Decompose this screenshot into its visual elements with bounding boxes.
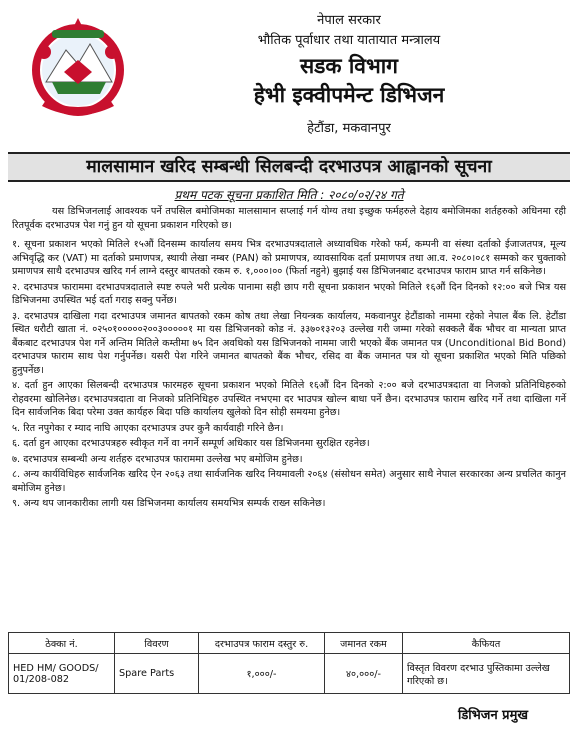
letterhead [8, 0, 570, 152]
publish-date-line [8, 186, 570, 203]
notice-title: मालसामान खरिद सम्बन्धी सिलबन्दी दरभाउपत्र आह्वानको सूचना [8, 152, 570, 182]
publish-date: प्रथम पटक सूचना प्रकाशित मिति : २०८०/०२/२४ गते [174, 188, 404, 202]
division-name: हेभी इक्वीपमेन्ट डिभिजन [253, 83, 445, 107]
nepal-government-emblem-icon [22, 12, 134, 124]
emblem-hills [52, 82, 106, 94]
clause-4: ४. दर्ता हुन आएका सिलबन्दी दरभाउपत्र फारमहरु सूचना प्रकाशन भएको मितिले १६औं दिन दिनको २:०० बजे दरभाउपत्रदाता वा निजको प्रतिनिधिहरुको रोहवरमा खोलिनेछ। दरभाउपत्रदाता वा निजको प्रतिनिधिहरु उपस्थित नभएमा दर भाउपत्र खोल्न बाधा पर्ने छैन। दरभाउपत्र फाराम खरिद गर्ने तथा दाखिला गर्ने दिन सार्वजनिक बिदा परेमा उक्त कार्यहरु बिदा पछि कार्यालय खुलेको दिन सोही समयमा हुनेछ। [12, 380, 566, 418]
clause-5: ५. रित नपुगेका र म्याद नाघि आएका दरभाउपत्र उपर कुनै कार्यवाही गरिने छैन। [12, 422, 284, 434]
header-bid-security: जमानत रकम [325, 633, 403, 654]
table-header-row [9, 633, 570, 654]
emblem-flower-right [105, 45, 119, 59]
intro-paragraph: यस डिभिजनलाई आवश्यक पर्ने तपसिल बमोजिमका मालसामान सप्लाई गर्न योग्य तथा इच्छुक फर्महरुले देहाय बमोजिमका शर्तहरुको अधिनमा रही रितपूर्वक दरभाउपत्र पेश गनुं हुन यो सूचना प्रकाशन गरिएको छ। [12, 206, 566, 231]
office-address: हेटौंडा, मकवानपुर [307, 121, 391, 136]
cell-bid-security: ४०,०००/- [325, 654, 403, 694]
notice-body [12, 205, 566, 513]
department-name: सडक विभाग [299, 54, 398, 78]
clause-6: ६. दर्ता हुन आएका दरभाउपत्रहरु स्वीकृत गर्ने वा नगर्ने सम्पूर्ण अधिकार यस डिभिजनमा सुरक्षित रहनेछ। [12, 438, 370, 449]
emblem-leaves [52, 30, 104, 38]
clause-8: ८. अन्य कार्यविधिहरु सार्वजनिक खरिद ऐन २०६३ तथा सार्वजनिक खरिद नियमावली २०६४ (संसोधन समेत) अनुसार साथै नेपाल सरकारका अन्य प्रचलित कानुन बमोजिम हुनेछ। [12, 469, 566, 494]
clause-9: ९. अन्य थप जानकारीका लागी यस डिभिजनमा कार्यालय समयभित्र सम्पर्क राख्न सकिनेछ। [12, 498, 326, 509]
clause-1: १. सूचना प्रकाशन भएको मितिले १५औं दिनसम्म कार्यालय समय भित्र दरभाउपत्रदाताले अध्यावधिक गरेको फर्म, कम्पनी वा संस्था दर्ताको ईजाजतपत्र, मूल्य अभिवृद्धि कर (VAT) मा दर्ताको प्रमाणपत्र, स्थायी लेखा नम्बर (PAN) को प्रमाणपत्र, व्यावसायिक दर्ता प्रमाणपत्र तथा आ.व. २०८०।०८१ सम्मको कर चुक्ताको प्रमाणपत्र साथै दरभाउपत्र खरिद गर्न लाग्ने दस्तुर बापतको रकम रु. १,०००।०० (फिर्ता नहुने) बुझाई यस डिभिजनबाट दरभाउपत्र फाराम प्राप्त गर्न सकिनेछ। [12, 239, 566, 277]
cell-form-fee: १,०००/- [199, 654, 325, 694]
header-description: विवरण [115, 633, 199, 654]
emblem-flag [72, 18, 84, 30]
cell-remarks: विस्तृत विवरण दरभाउ पुस्तिकामा उल्लेख गरिएको छ। [403, 654, 570, 694]
signature-title: डिभिजन प्रमुख [457, 708, 528, 723]
cell-contract-no: HED HM/ GOODS/ 01/208-082 [9, 654, 115, 694]
ministry-name: भौतिक पूर्वाधार तथा यातायात मन्त्रालय [257, 33, 441, 48]
cell-description: Spare Parts [115, 654, 199, 694]
clause-7: ७. दरभाउपत्र सम्बन्धी अन्य शर्तहरु दरभाउपत्र फाराममा उल्लेख भए बमोजिम हुनेछ। [12, 453, 303, 465]
header-form-fee: दरभाउपत्र फाराम दस्तुर रु. [199, 633, 325, 654]
government-name: नेपाल सरकार [317, 13, 381, 28]
emblem-flower-left [37, 45, 51, 59]
clause-2: २. दरभाउपत्र फाराममा दरभाउपत्रदाताले स्पष्ट रुपले भरी प्रत्येक पानामा सही छाप गरी सूचना प्रकाशन भएको मितिले १६औं दिन दिनको १२:०० बजे भित्र यस डिभिजनमा उपस्थित भई दर्ता गराइ सक्नु पर्नेछ। [12, 281, 566, 306]
clause-3: ३. दरभाउपत्र दाखिला गदा दरभाउपत्र जमानत बापतको रकम कोष तथा लेखा नियन्त्रक कार्यालय, मकवानपुर हेटौंडाको नाममा रहेको नेपाल बैंक लि. हेटौंडा स्थित धरौटी खाता नं. ०२५०१०००००२००३०००००१ मा यस डिभिजनको कोड नं. ३३७०१३२०३ उल्लेख गरी जम्मा गरेको सक्कलै बैंक भौचर वा मान्यता प्राप्त बैंकबाट दरभाउपत्र पेश गर्ने अन्तिम मितिले कम्तीमा ७५ दिन अवधिको यस डिभिजनको नाममा जारी भएको बैंक जमानत पत्र (Unconditional Bid Bond) दरभाउपत्र फाराम साथ पेश गर्नुपर्नेछ। यसरी पेश गरिने जमानत बापतको बैंक भौचर, रसिद वा बैंक जमानत पत्र यो सूचना प्रकाशित भएको मिति पछिको हुनुपर्नेछ। [12, 310, 566, 376]
tender-table [8, 632, 570, 694]
header-contract-no: ठेक्का नं. [9, 633, 115, 654]
table-row [9, 654, 570, 694]
header-remarks: कैफियत [403, 633, 570, 654]
